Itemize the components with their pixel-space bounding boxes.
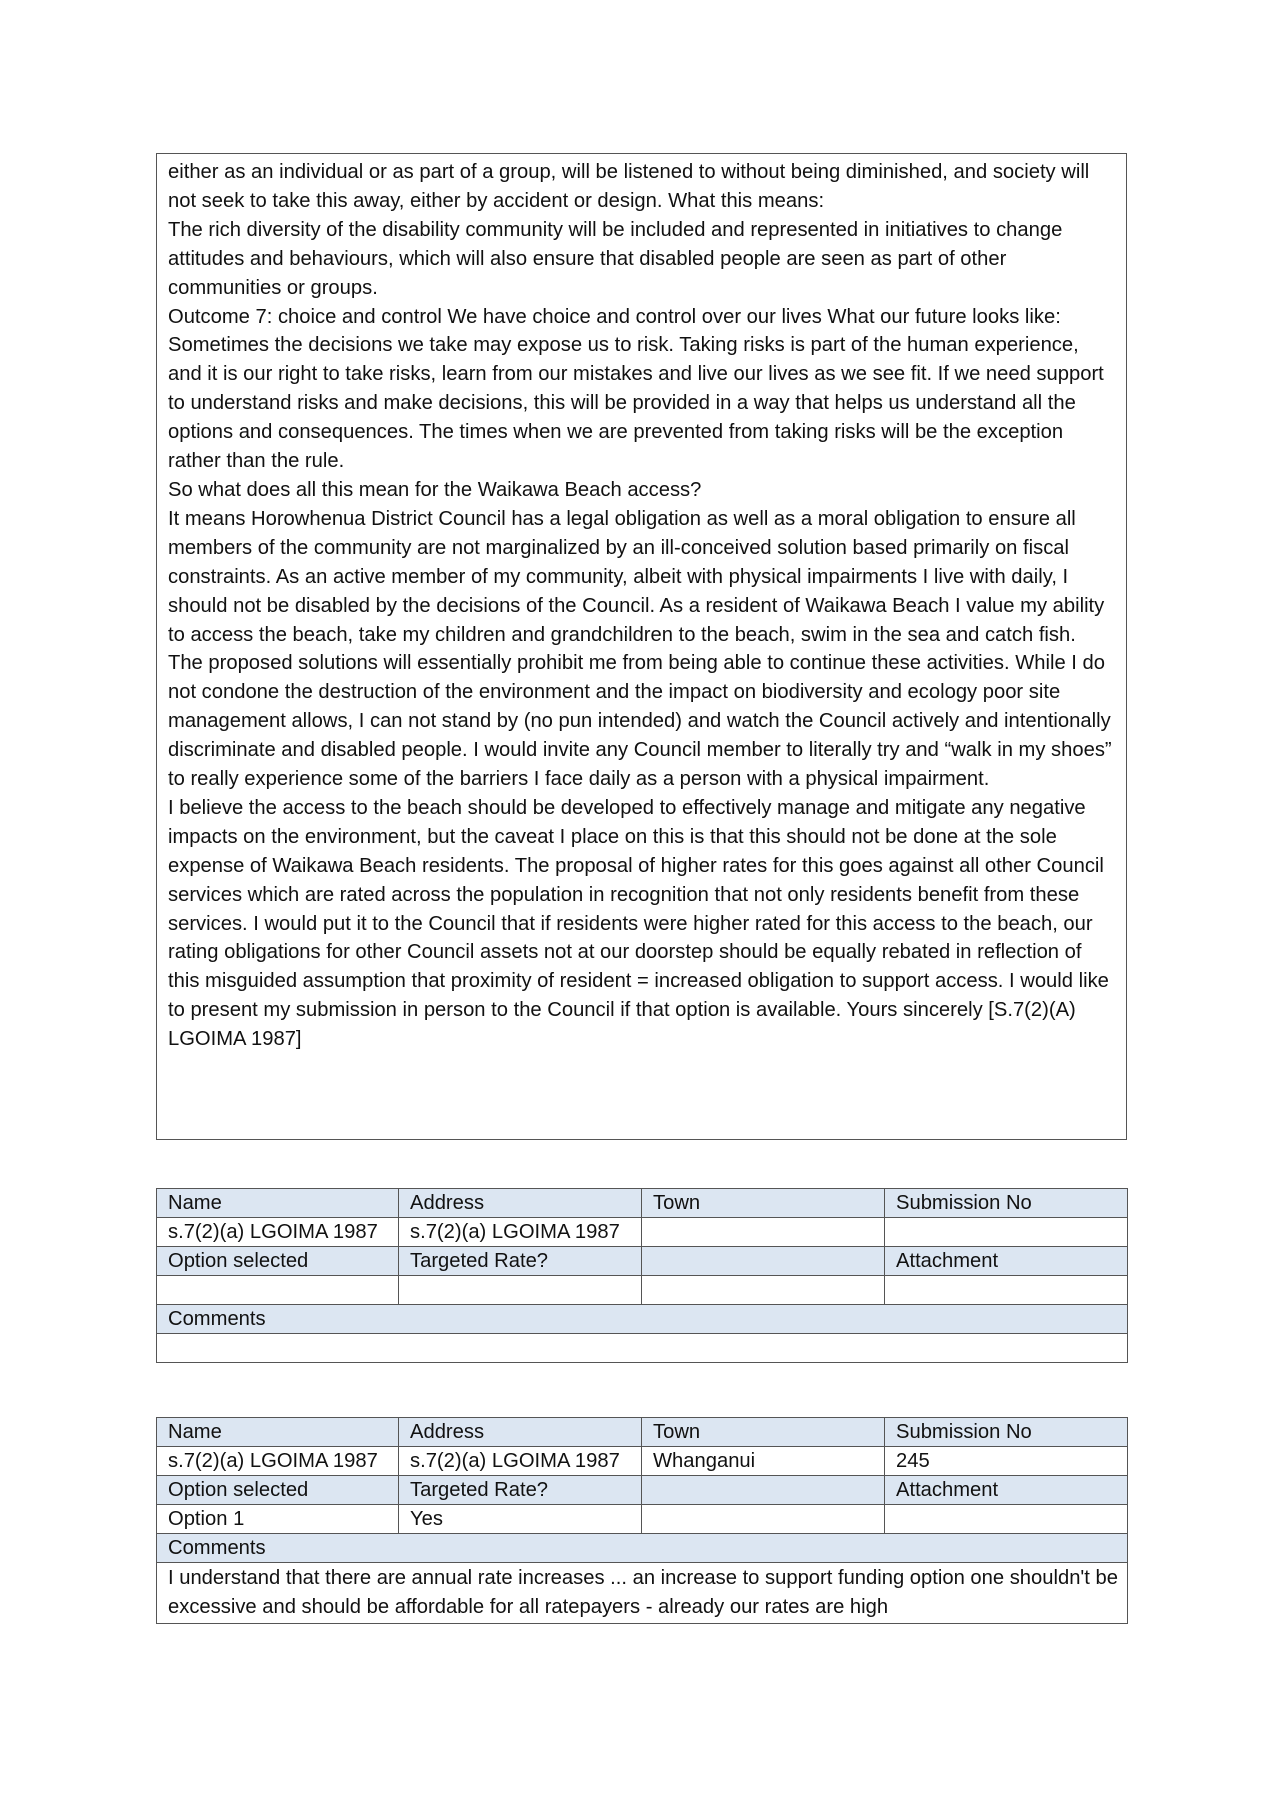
table-row: [157, 1447, 1128, 1476]
submission-no-value: 245: [885, 1447, 1128, 1476]
option-selected-label: Option selected: [157, 1247, 399, 1276]
submission-no-label: Submission No: [885, 1189, 1128, 1218]
town-label: Town: [642, 1418, 885, 1447]
town-value: [642, 1218, 885, 1247]
letter-paragraph: It means Horowhenua District Council has a legal obligation as well as a moral obligation to ensure all members of the community are not marginalized by an ill-conceived solution based primarily on fiscal constraints. As an active member of my community, albeit with physical impairments I live with daily, I should not be disabled by the decisions of the Council. As a resident of Waikawa Beach I value my ability to access the beach, take my children and grandchildren to the beach, swim in the sea and catch fish.: [168, 507, 1105, 646]
name-label: Name: [157, 1418, 399, 1447]
comments-header-row: [157, 1534, 1128, 1563]
attachment-label: Attachment: [885, 1476, 1128, 1505]
table-row: [157, 1505, 1128, 1534]
blank-label: [642, 1247, 885, 1276]
comments-label: Comments: [157, 1305, 1128, 1334]
letter-paragraph: I believe the access to the beach should be developed to effectively manage and mitigate any negative impacts on the environment, but the caveat I place on this is that this should not be done at the sole expense of Waikawa Beach residents. The proposal of higher rates for this goes against all other Council services which are rated across the population in recognition that not only residents benefit from these services. I would put it to the Council that if residents were higher rated for this access to the beach, our rating obligations for other Council assets not at our doorstep should be equally rebated in reflection of this misguided assumption that proximity of resident = increased obligation to support access. I would like to present my submission in person to the Council if that option is available. Yours sincerely [S.7(2)(A) LGOIMA 1987]: [168, 796, 1109, 1051]
comments-row: [157, 1563, 1128, 1624]
address-label: Address: [399, 1189, 642, 1218]
attachment-label: Attachment: [885, 1247, 1128, 1276]
letter-paragraph: The rich diversity of the disability community will be included and represented in initiatives to change attitudes and behaviours, which will also ensure that disabled people are seen as part of other communities or groups.: [168, 218, 1063, 299]
targeted-rate-label: Targeted Rate?: [399, 1476, 642, 1505]
table-row: [157, 1218, 1128, 1247]
table-row: [157, 1276, 1128, 1305]
letter-paragraph: Sometimes the decisions we take may expose us to risk. Taking risks is part of the human experience, and it is our right to take risks, learn from our mistakes and live our lives as we see fit. If we need support to understand risks and make decisions, this will be provided in a way that helps us understand all the options and consequences. The times when we are prevented from taking risks will be the exception rather than the rule.: [168, 334, 1104, 473]
address-value: s.7(2)(a) LGOIMA 1987: [399, 1447, 642, 1476]
targeted-rate-value: Yes: [399, 1505, 642, 1534]
submission-no-label: Submission No: [885, 1418, 1128, 1447]
letter-paragraph: Outcome 7: choice and control We have choice and control over our lives What our future looks like:: [168, 305, 1061, 328]
submission-table: [156, 1417, 1128, 1624]
name-value: s.7(2)(a) LGOIMA 1987: [157, 1447, 399, 1476]
comments-label: Comments: [157, 1534, 1128, 1563]
blank-value: [642, 1505, 885, 1534]
name-label: Name: [157, 1189, 399, 1218]
address-label: Address: [399, 1418, 642, 1447]
attachment-value: [885, 1276, 1128, 1305]
option-value: [157, 1276, 399, 1305]
submission-table: [156, 1188, 1128, 1363]
letter-paragraph: So what does all this mean for the Waikawa Beach access?: [168, 478, 702, 501]
table-header-row: [157, 1476, 1128, 1505]
blank-value: [642, 1276, 885, 1305]
option-value: Option 1: [157, 1505, 399, 1534]
comments-header-row: [157, 1305, 1128, 1334]
letter-paragraph: either as an individual or as part of a group, will be listened to without being diminished, and society will not seek to take this away, either by accident or design. What this means:: [168, 161, 1090, 212]
blank-label: [642, 1476, 885, 1505]
submission-letter-box: [156, 153, 1127, 1140]
attachment-value: [885, 1505, 1128, 1534]
comments-row: [157, 1334, 1128, 1363]
option-selected-label: Option selected: [157, 1476, 399, 1505]
name-value: s.7(2)(a) LGOIMA 1987: [157, 1218, 399, 1247]
table-header-row: [157, 1418, 1128, 1447]
comments-value: I understand that there are annual rate increases ... an increase to support funding option one shouldn't be excessive and should be affordable for all ratepayers - already our rates are high: [157, 1563, 1128, 1624]
table-header-row: [157, 1247, 1128, 1276]
submission-no-value: [885, 1218, 1128, 1247]
targeted-rate-value: [399, 1276, 642, 1305]
comments-value: [157, 1334, 1128, 1363]
table-header-row: [157, 1189, 1128, 1218]
town-value: Whanganui: [642, 1447, 885, 1476]
town-label: Town: [642, 1189, 885, 1218]
letter-paragraph: The proposed solutions will essentially prohibit me from being able to continue these activities. While I do not condone the destruction of the environment and the impact on biodiversity and ecology poor site management allows, I can not stand by (no pun intended) and watch the Council actively and intentionally discriminate and disabled people. I would invite any Council member to literally try and “walk in my shoes” to really experience some of the barriers I face daily as a person with a physical impairment.: [168, 652, 1112, 791]
address-value: s.7(2)(a) LGOIMA 1987: [399, 1218, 642, 1247]
targeted-rate-label: Targeted Rate?: [399, 1247, 642, 1276]
